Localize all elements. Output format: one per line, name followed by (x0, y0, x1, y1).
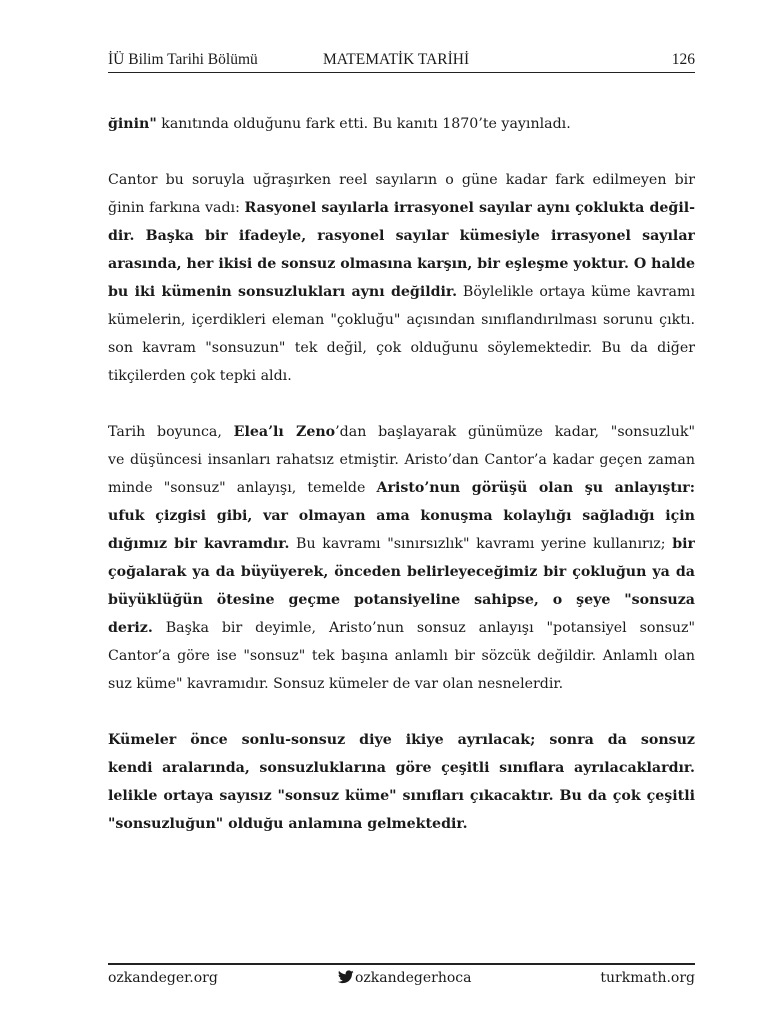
paragraph (108, 418, 695, 698)
text-line (108, 530, 695, 558)
body-text: Böylelikle ortaya küme kavramı (462, 284, 695, 300)
body-text: Tarih boyunca, (108, 424, 234, 440)
page-number: 126 (671, 51, 695, 68)
bold-text: Elea’lı Zeno (233, 424, 336, 440)
text-line (108, 278, 695, 306)
body-text: kanıtında olduğunu fark etti. Bu kanıtı 1870’te yayınladı. (156, 116, 571, 132)
bold-text: dığımız bir kavramdır. (108, 536, 290, 552)
body-text: minde "sonsuz" anlayışı, temelde (108, 480, 377, 496)
text-line (108, 558, 695, 586)
text-line (108, 250, 695, 278)
bold-text: Rasyonel sayılarla irrasyonel sayılar aynı çoklukta değil- (244, 200, 695, 216)
text-line (108, 642, 695, 670)
body-text: Bu kavramı "sınırsızlık" kavramı yerine kullanırız; (289, 536, 673, 552)
bold-text: ğinin" (108, 116, 157, 132)
text-line (108, 614, 695, 642)
body-text: son kavram "sonsuzun" tek değil, çok olduğunu söylemektedir. Bu da diğer (108, 340, 695, 356)
text-line (108, 726, 695, 754)
header-department: İÜ Bilim Tarihi Bölümü (108, 51, 258, 68)
text-line (108, 754, 695, 782)
bold-text: Kümeler önce sonlu-sonsuz diye ikiye ayrılacak; sonra da sonsuz (108, 732, 695, 748)
text-line (108, 418, 695, 446)
bold-text: bir (672, 536, 695, 552)
text-line (108, 502, 695, 530)
bold-text: "sonsuzluğun" olduğu anlamına gelmektedir. (108, 816, 468, 832)
text-line (108, 362, 695, 390)
text-line (108, 474, 695, 502)
body-text: tikçilerden çok tepki aldı. (108, 368, 292, 384)
body-text: Cantor’a göre ise "sonsuz" tek başına anlamlı bir sözcük değildir. Anlamlı olan (108, 648, 695, 664)
paragraph (108, 110, 695, 138)
header-book-title: MATEMATİK TARİHİ (323, 51, 470, 68)
bold-text: büyüklüğün ötesine geçme potansiyeline sahipse, o şeye "sonsuza (108, 592, 695, 608)
body-text: kümelerin, içerdikleri eleman "çokluğu" açısından sınıflandırılması sorunu çıktı. (108, 312, 695, 328)
text-line (108, 446, 695, 474)
paragraph (108, 166, 695, 390)
footer-rule (108, 963, 695, 965)
footer-website-link[interactable]: ozkandeger.org (108, 970, 218, 986)
body-text: ve düşüncesi insanları rahatsız etmiştir. Aristo’dan Cantor’a kadar geçen zaman (108, 452, 695, 468)
text-line (108, 222, 695, 250)
bold-text: lelikle ortaya sayısız "sonsuz küme" sınıfları çıkacaktır. Bu da çok çeşitli (108, 788, 695, 804)
text-line (108, 334, 695, 362)
page-body (108, 110, 695, 838)
text-line (108, 194, 695, 222)
text-line (108, 670, 695, 698)
text-line (108, 166, 695, 194)
body-text: ’dan başlayarak günümüze kadar, "sonsuzluk" (335, 424, 695, 440)
body-text: suz küme" kavramıdır. Sonsuz kümeler de var olan nesnelerdir. (108, 676, 564, 692)
bold-text: ufuk çizgisi gibi, var olmayan ama konuşma kolaylığı sağladığı için (108, 508, 695, 524)
footer-site-link[interactable]: turkmath.org (600, 970, 695, 986)
bold-text: deriz. (108, 620, 153, 636)
body-text: Başka bir deyimle, Aristo’nun sonsuz anlayışı "potansiyel sonsuz" (165, 620, 695, 636)
paragraph-gap (108, 698, 695, 726)
text-line (108, 782, 695, 810)
text-line (108, 586, 695, 614)
paragraph (108, 726, 695, 838)
header-rule (108, 72, 695, 73)
bold-text: Aristo’nun görüşü olan şu anlayıştır: (376, 480, 695, 496)
text-line (108, 306, 695, 334)
bold-text: bu iki kümenin sonsuzlukları aynı değildir. (108, 284, 458, 300)
paragraph-gap (108, 390, 695, 418)
bold-text: arasında, her ikisi de sonsuz olmasına karşın, bir eşleşme yoktur. O halde (108, 256, 695, 272)
page-footer (108, 970, 695, 992)
text-line (108, 110, 695, 138)
body-text: ğinin farkına vadı: (108, 200, 245, 216)
bold-text: dir. Başka bir ifadeyle, rasyonel sayılar kümesiyle irrasyonel sayılar (108, 228, 695, 244)
bold-text: kendi aralarında, sonsuzluklarına göre çeşitli sınıflara ayrılacaklardır. (108, 760, 695, 776)
footer-twitter-handle[interactable] (338, 970, 471, 986)
body-text: Cantor bu soruyla uğraşırken reel sayıların o güne kadar fark edilmeyen bir (108, 172, 695, 188)
footer-twitter-label: ozkandegerhoca (355, 970, 472, 986)
page-header (108, 51, 695, 73)
text-line (108, 810, 695, 838)
twitter-bird-icon (338, 970, 354, 984)
paragraph-gap (108, 138, 695, 166)
bold-text: çoğalarak ya da büyüyerek, önceden belirleyeceğimiz bir çokluğun ya da (108, 564, 695, 580)
